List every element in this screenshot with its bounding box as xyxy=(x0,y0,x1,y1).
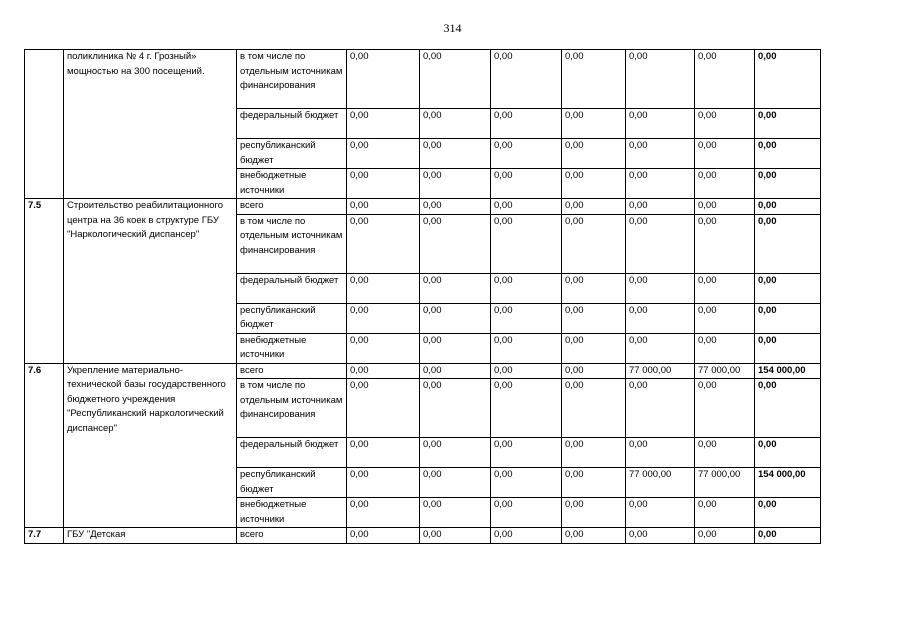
year-value: 0,00 xyxy=(491,50,562,109)
year-value: 0,00 xyxy=(562,199,626,215)
funding-source: федеральный бюджет xyxy=(237,273,347,303)
year-value: 0,00 xyxy=(420,363,491,379)
table-row xyxy=(25,363,821,379)
total-value: 0,00 xyxy=(755,528,821,544)
year-value: 0,00 xyxy=(420,214,491,273)
table-row xyxy=(25,528,821,544)
total-value: 0,00 xyxy=(755,139,821,169)
item-number: 7.6 xyxy=(25,363,64,528)
year-value: 0,00 xyxy=(562,528,626,544)
year-value: 0,00 xyxy=(420,333,491,363)
year-value: 0,00 xyxy=(491,109,562,139)
total-value: 0,00 xyxy=(755,438,821,468)
year-value: 0,00 xyxy=(695,438,755,468)
year-value: 0,00 xyxy=(347,379,420,438)
year-value: 0,00 xyxy=(626,303,695,333)
year-value: 0,00 xyxy=(420,379,491,438)
table-row xyxy=(25,50,821,109)
funding-source: в том числе по отдельным источникам финансирования xyxy=(237,379,347,438)
year-value: 0,00 xyxy=(491,303,562,333)
year-value: 0,00 xyxy=(695,169,755,199)
year-value: 0,00 xyxy=(695,199,755,215)
year-value: 0,00 xyxy=(695,303,755,333)
year-value: 0,00 xyxy=(420,199,491,215)
funding-source: республиканский бюджет xyxy=(237,303,347,333)
year-value: 0,00 xyxy=(491,333,562,363)
year-value: 0,00 xyxy=(562,273,626,303)
year-value: 77 000,00 xyxy=(626,363,695,379)
table-row xyxy=(25,199,821,215)
item-description: Укрепление материально-технической базы государственного бюджетного учреждения "Республиканский наркологический диспансер" xyxy=(64,363,237,528)
year-value: 0,00 xyxy=(347,528,420,544)
funding-source: в том числе по отдельным источникам финансирования xyxy=(237,214,347,273)
year-value: 0,00 xyxy=(491,498,562,528)
total-value: 0,00 xyxy=(755,214,821,273)
year-value: 0,00 xyxy=(562,333,626,363)
year-value: 0,00 xyxy=(562,139,626,169)
year-value: 0,00 xyxy=(562,169,626,199)
year-value: 0,00 xyxy=(626,109,695,139)
funding-source: внебюджетные источники xyxy=(237,333,347,363)
year-value: 0,00 xyxy=(347,109,420,139)
year-value: 0,00 xyxy=(347,363,420,379)
funding-source: всего xyxy=(237,528,347,544)
year-value: 0,00 xyxy=(626,379,695,438)
year-value: 0,00 xyxy=(695,379,755,438)
year-value: 0,00 xyxy=(695,273,755,303)
year-value: 0,00 xyxy=(420,273,491,303)
total-value: 0,00 xyxy=(755,303,821,333)
total-value: 154 000,00 xyxy=(755,363,821,379)
year-value: 0,00 xyxy=(347,333,420,363)
year-value: 0,00 xyxy=(420,139,491,169)
year-value: 0,00 xyxy=(491,438,562,468)
year-value: 0,00 xyxy=(626,50,695,109)
year-value: 0,00 xyxy=(491,199,562,215)
year-value: 0,00 xyxy=(626,273,695,303)
year-value: 0,00 xyxy=(626,139,695,169)
total-value: 0,00 xyxy=(755,50,821,109)
item-description: ГБУ "Детская xyxy=(64,528,237,544)
year-value: 0,00 xyxy=(695,528,755,544)
funding-source: всего xyxy=(237,199,347,215)
total-value: 0,00 xyxy=(755,273,821,303)
year-value: 0,00 xyxy=(347,50,420,109)
year-value: 0,00 xyxy=(347,438,420,468)
total-value: 0,00 xyxy=(755,333,821,363)
year-value: 0,00 xyxy=(420,528,491,544)
year-value: 0,00 xyxy=(562,109,626,139)
year-value: 0,00 xyxy=(562,379,626,438)
funding-source: внебюджетные источники xyxy=(237,498,347,528)
year-value: 0,00 xyxy=(695,498,755,528)
year-value: 0,00 xyxy=(420,169,491,199)
year-value: 0,00 xyxy=(347,273,420,303)
year-value: 0,00 xyxy=(491,363,562,379)
year-value: 0,00 xyxy=(491,528,562,544)
page-number: 314 xyxy=(443,21,462,35)
year-value: 0,00 xyxy=(347,468,420,498)
year-value: 0,00 xyxy=(347,169,420,199)
funding-source: всего xyxy=(237,363,347,379)
total-value: 0,00 xyxy=(755,109,821,139)
year-value: 0,00 xyxy=(695,139,755,169)
item-number: 7.5 xyxy=(25,199,64,364)
year-value: 0,00 xyxy=(695,50,755,109)
year-value: 0,00 xyxy=(695,333,755,363)
year-value: 0,00 xyxy=(420,50,491,109)
item-number: 7.7 xyxy=(25,528,64,544)
year-value: 0,00 xyxy=(626,333,695,363)
year-value: 0,00 xyxy=(626,214,695,273)
budget-table xyxy=(24,49,821,544)
funding-source: федеральный бюджет xyxy=(237,438,347,468)
funding-source: федеральный бюджет xyxy=(237,109,347,139)
year-value: 0,00 xyxy=(491,379,562,438)
year-value: 0,00 xyxy=(420,109,491,139)
total-value: 0,00 xyxy=(755,498,821,528)
funding-source: республиканский бюджет xyxy=(237,139,347,169)
year-value: 0,00 xyxy=(420,468,491,498)
funding-source: республиканский бюджет xyxy=(237,468,347,498)
year-value: 0,00 xyxy=(420,438,491,468)
year-value: 0,00 xyxy=(695,214,755,273)
year-value: 0,00 xyxy=(562,363,626,379)
year-value: 0,00 xyxy=(626,498,695,528)
item-description: Строительство реабилитационного центра на 36 коек в структуре ГБУ "Наркологический диспансер" xyxy=(64,199,237,364)
total-value: 0,00 xyxy=(755,379,821,438)
year-value: 0,00 xyxy=(562,214,626,273)
year-value: 0,00 xyxy=(347,303,420,333)
year-value: 0,00 xyxy=(347,214,420,273)
year-value: 0,00 xyxy=(562,303,626,333)
total-value: 0,00 xyxy=(755,169,821,199)
year-value: 77 000,00 xyxy=(695,363,755,379)
year-value: 0,00 xyxy=(626,199,695,215)
year-value: 0,00 xyxy=(347,199,420,215)
year-value: 0,00 xyxy=(626,438,695,468)
year-value: 0,00 xyxy=(420,303,491,333)
year-value: 0,00 xyxy=(562,438,626,468)
year-value: 0,00 xyxy=(347,498,420,528)
year-value: 0,00 xyxy=(562,50,626,109)
year-value: 0,00 xyxy=(562,498,626,528)
year-value: 0,00 xyxy=(420,498,491,528)
funding-source: внебюджетные источники xyxy=(237,169,347,199)
year-value: 77 000,00 xyxy=(695,468,755,498)
year-value: 0,00 xyxy=(491,214,562,273)
item-description: поликлиника № 4 г. Грозный» мощностью на 300 посещений. xyxy=(64,50,237,199)
item-number xyxy=(25,50,64,199)
year-value: 0,00 xyxy=(695,109,755,139)
year-value: 0,00 xyxy=(626,169,695,199)
year-value: 0,00 xyxy=(626,528,695,544)
year-value: 0,00 xyxy=(491,273,562,303)
total-value: 154 000,00 xyxy=(755,468,821,498)
year-value: 0,00 xyxy=(491,468,562,498)
total-value: 0,00 xyxy=(755,199,821,215)
year-value: 77 000,00 xyxy=(626,468,695,498)
year-value: 0,00 xyxy=(347,139,420,169)
year-value: 0,00 xyxy=(491,139,562,169)
year-value: 0,00 xyxy=(562,468,626,498)
funding-source: в том числе по отдельным источникам финансирования xyxy=(237,50,347,109)
year-value: 0,00 xyxy=(491,169,562,199)
